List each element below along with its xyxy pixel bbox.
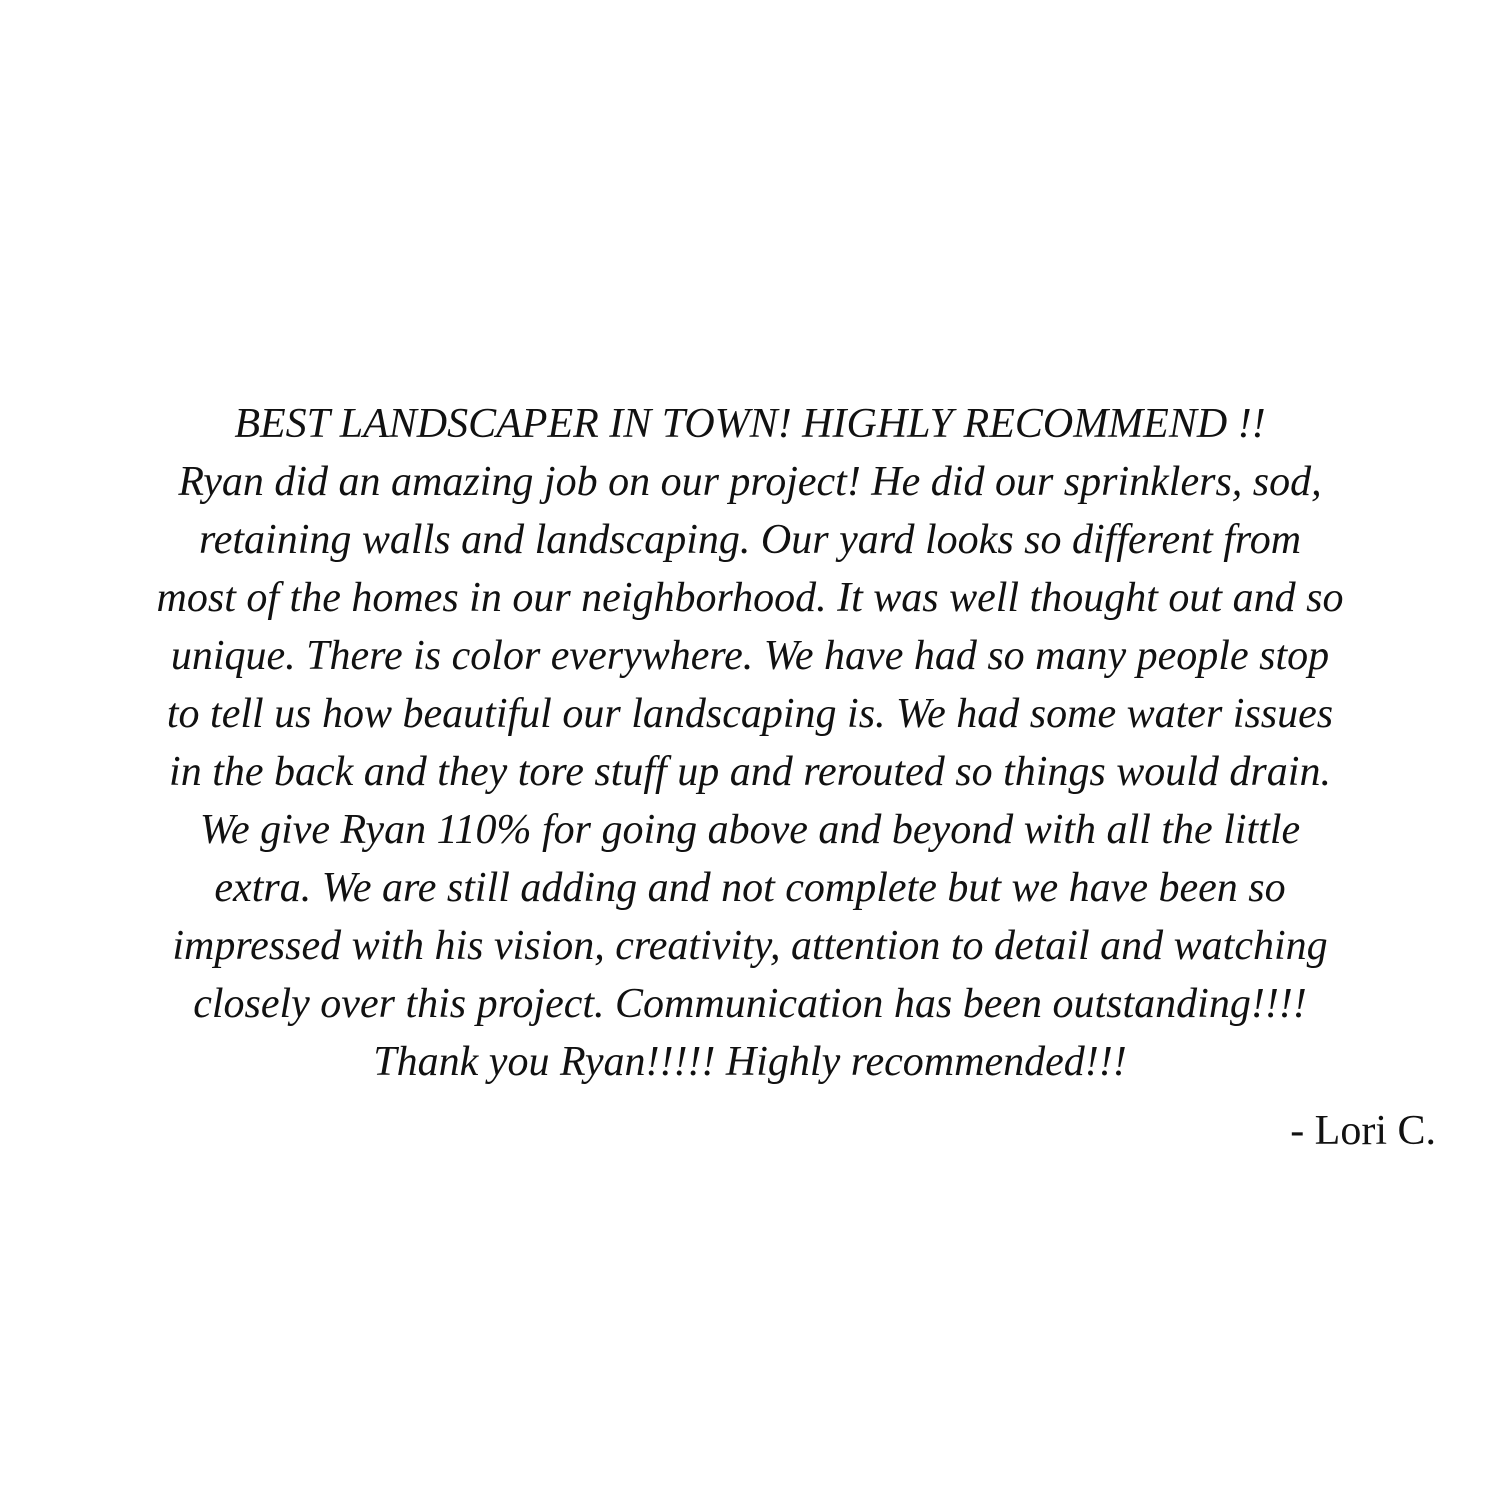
review-line: unique. There is color everywhere. We have had so many people stop: [170, 633, 1330, 679]
review-line: closely over this project. Communication has been outstanding!!!!: [193, 981, 1307, 1027]
review-signature: - Lori C.: [1290, 1108, 1436, 1154]
review-line: Ryan did an amazing job on our project! He did our sprinklers, sod,: [178, 459, 1322, 505]
review-line: We give Ryan 110% for going above and beyond with all the little: [199, 807, 1301, 853]
testimonial-text: [40, 395, 1460, 1091]
review-line: extra. We are still adding and not complete but we have been so: [214, 865, 1286, 911]
review-line: most of the homes in our neighborhood. It was well thought out and so: [156, 575, 1344, 621]
review-line: in the back and they tore stuff up and rerouted so things would drain.: [169, 749, 1331, 795]
review-line: Thank you Ryan!!!!! Highly recommended!!!: [373, 1039, 1127, 1085]
review-line: impressed with his vision, creativity, attention to detail and watching: [172, 923, 1328, 969]
review-line: retaining walls and landscaping. Our yard looks so different from: [198, 517, 1302, 563]
review-line: to tell us how beautiful our landscaping is. We had some water issues: [166, 691, 1334, 737]
review-headline: BEST LANDSCAPER IN TOWN! HIGHLY RECOMMEND !!: [234, 401, 1266, 447]
